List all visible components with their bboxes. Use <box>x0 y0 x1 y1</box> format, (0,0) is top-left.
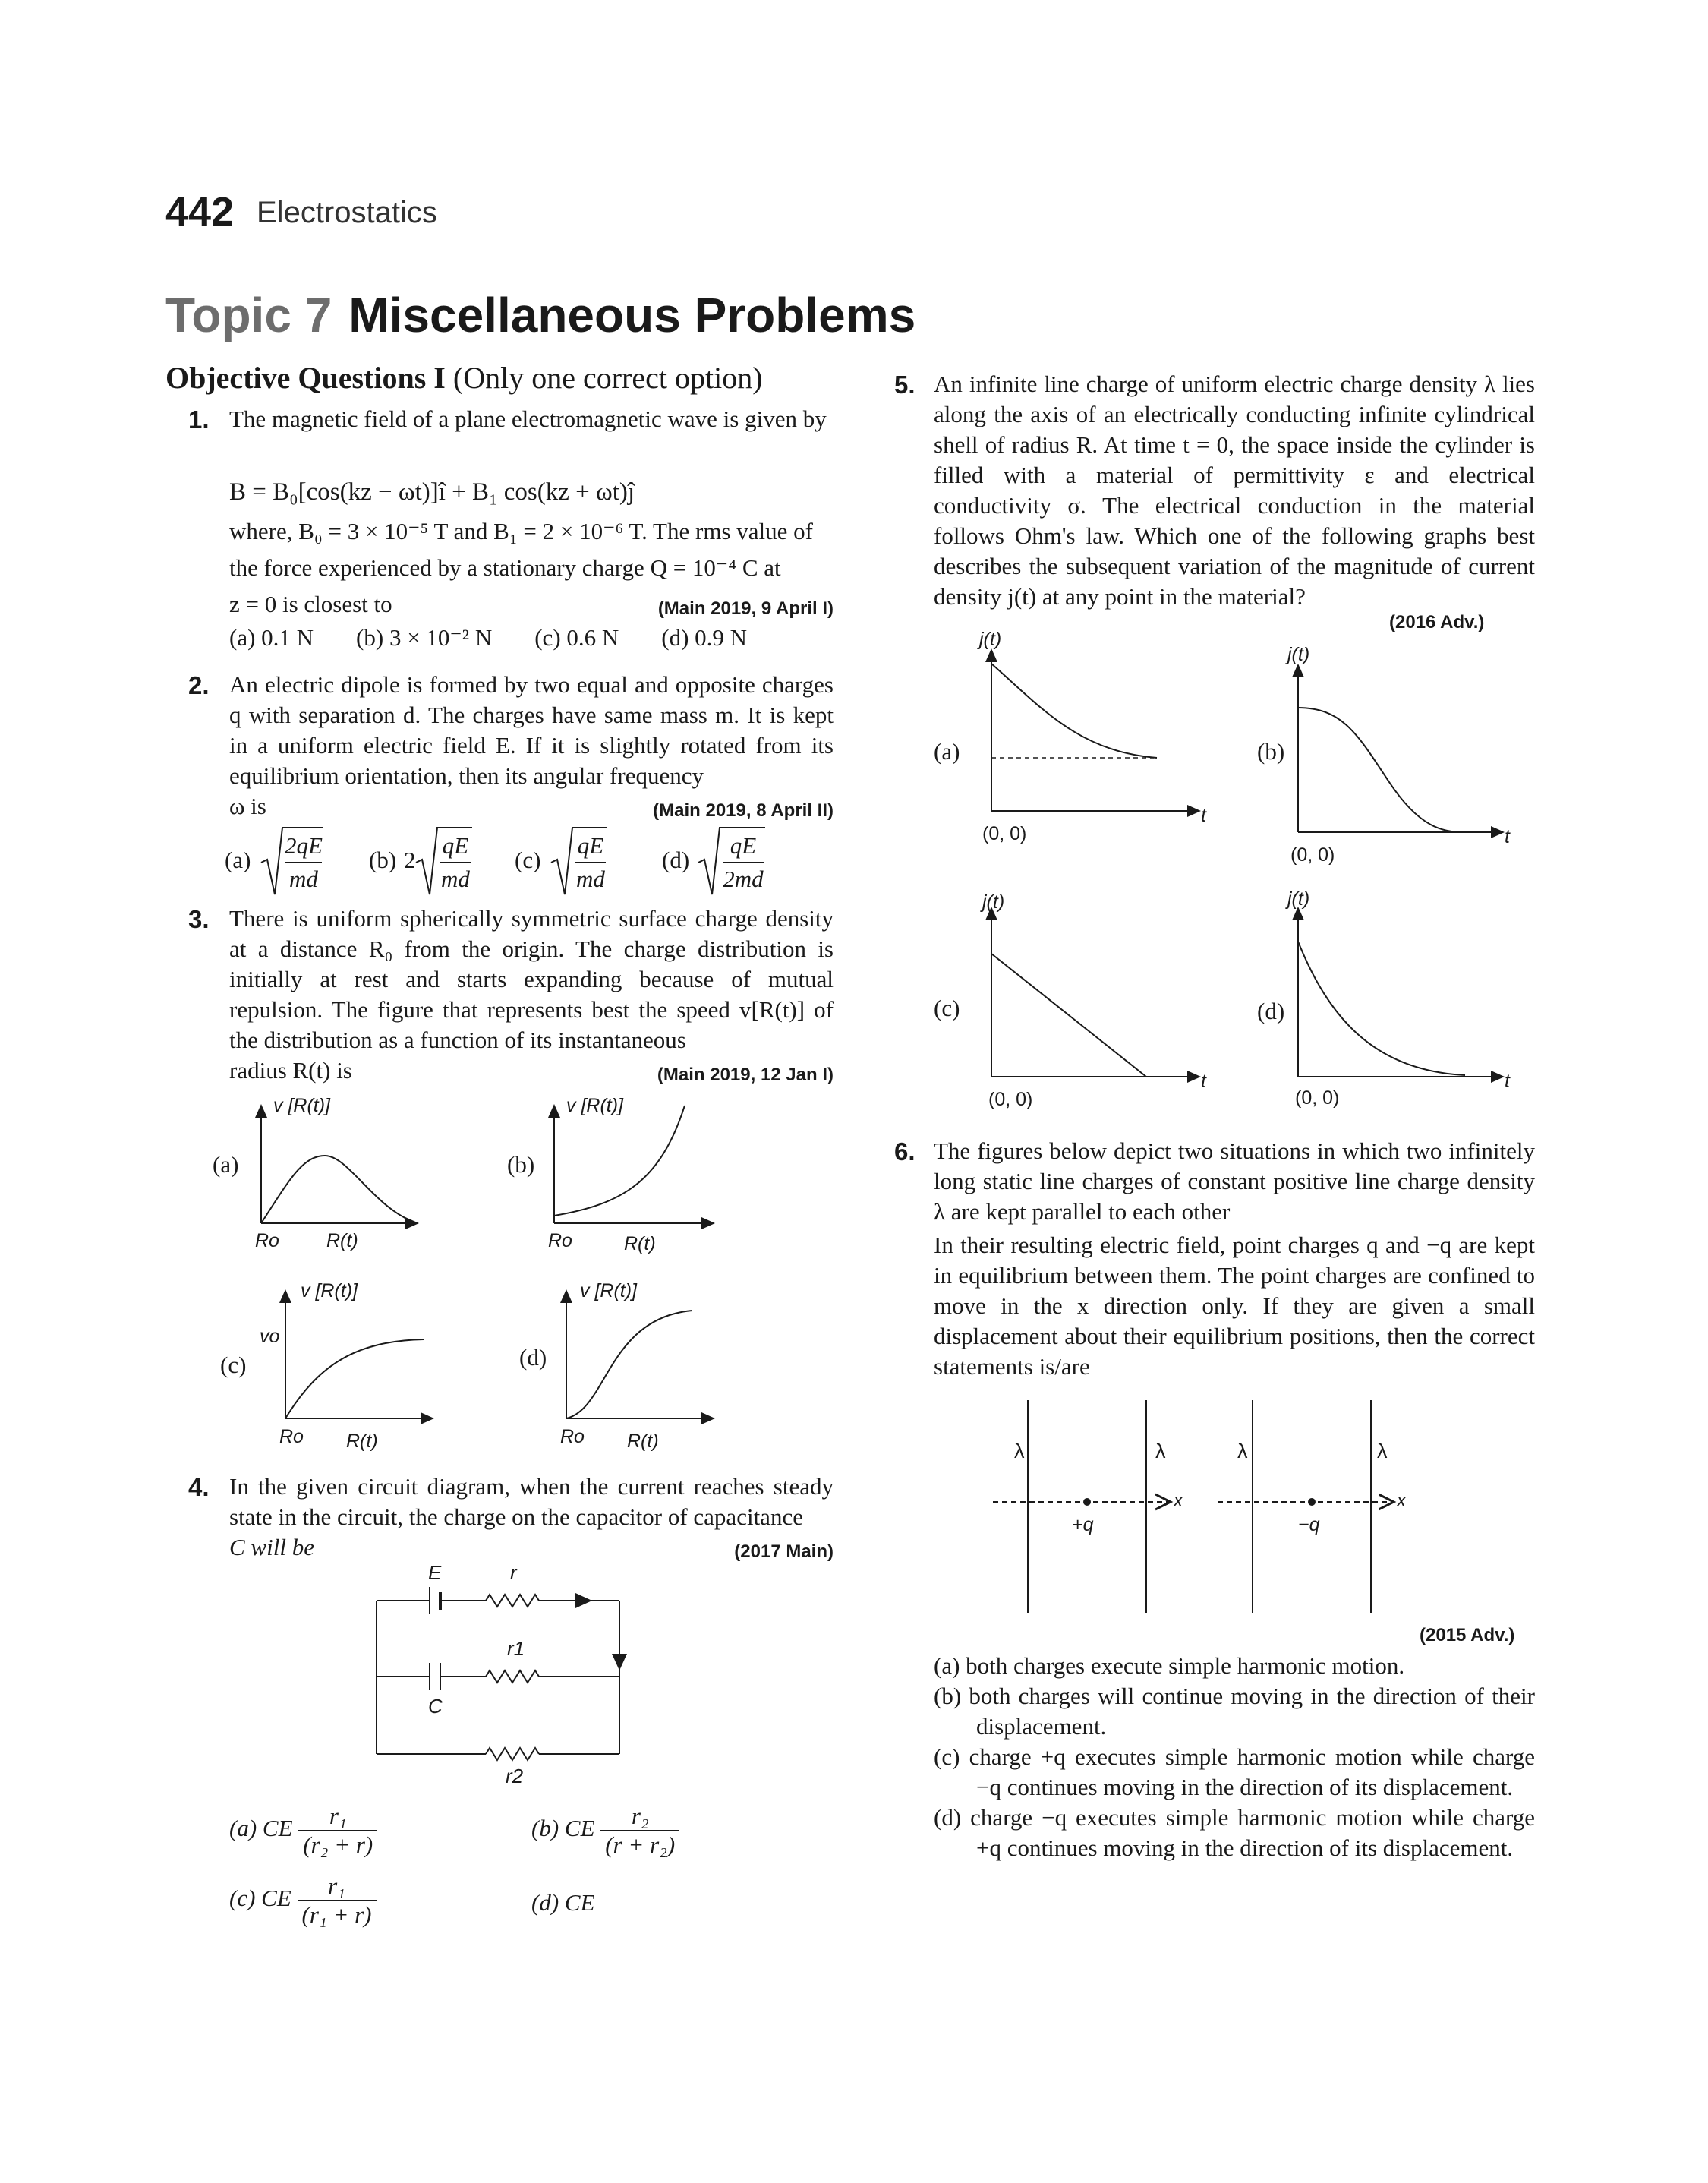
q3-curve-b <box>554 1106 685 1216</box>
q4-option-b <box>531 1803 679 1859</box>
page-number: 442 <box>165 189 235 235</box>
q6-option-b: (b) both charges will continue moving in the direction of their displacement. <box>934 1683 1535 1740</box>
plus-q-charge <box>1083 1498 1091 1506</box>
q5-ylabel-d: j(t) <box>1287 888 1310 910</box>
q3-last-row <box>229 1055 834 1090</box>
q3-origin-a: Ro <box>255 1230 279 1251</box>
q3-ylabel-c: v [R(t)] <box>301 1280 358 1301</box>
q3-number: 3. <box>188 905 210 933</box>
q3-ylabel-a: v [R(t)] <box>273 1095 330 1116</box>
q3-label-d: (d) <box>519 1344 547 1371</box>
q4-option-a <box>229 1803 377 1859</box>
q4-option-c <box>229 1872 377 1929</box>
q3-curve-a <box>261 1156 411 1223</box>
q4-last: C will be <box>229 1534 314 1560</box>
q5-origin-b: (0, 0) <box>1290 844 1335 866</box>
q3-label-c: (c) <box>220 1352 247 1378</box>
q3-xlabel-c: R(t) <box>346 1431 378 1452</box>
q3-ylabel-d: v [R(t)] <box>580 1280 637 1301</box>
q3-origin-c: Ro <box>279 1426 304 1447</box>
q2-source: (Main 2019, 8 April II) <box>653 800 834 821</box>
q5-xlabel-d: t <box>1505 1071 1510 1092</box>
lambda-label-2: λ <box>1155 1440 1166 1462</box>
q6-source: (2015 Adv.) <box>1420 1625 1515 1645</box>
q1-text: The magnetic field of a plane electromagnetic wave is given by <box>229 405 827 432</box>
q6-option-a: (a) both charges execute simple harmonic motion. <box>934 1652 1405 1679</box>
q5-xlabel-c: t <box>1201 1071 1206 1092</box>
q3-ylabel-b: v [R(t)] <box>566 1095 623 1116</box>
q2-option-b-den: md <box>441 866 470 892</box>
q4-number: 4. <box>188 1473 210 1501</box>
q4-option-c-label: (c) CE <box>229 1885 291 1912</box>
topic-title: Miscellaneous Problems <box>348 288 916 342</box>
q2-option-a-label: (a) <box>225 847 251 873</box>
q2-option-b-coef: 2 <box>404 847 416 873</box>
lambda-label-1: λ <box>1014 1440 1025 1462</box>
q1-line4: z = 0 is closest to <box>229 591 392 617</box>
resistor-r1 <box>486 1670 539 1683</box>
q5-ylabel-a: j(t) <box>979 629 1002 650</box>
q4-option-a-frac <box>298 1803 377 1859</box>
q5-number: 5. <box>894 371 915 399</box>
q1-line2: where, B₀ = 3 × 10⁻⁵ T and B₁ = 2 × 10⁻⁶ T. The rms value of <box>229 518 813 544</box>
q2-option-c-den: md <box>576 866 605 892</box>
q6-option-d: (d) charge −q executes simple harmonic motion while charge +q continues moving in the direction of its displacement. <box>934 1804 1535 1861</box>
q5-origin-c: (0, 0) <box>988 1089 1033 1109</box>
q5-graphs <box>919 623 1533 1109</box>
q3-curve-c <box>285 1339 424 1418</box>
q2-number: 2. <box>188 671 210 699</box>
circuit-r-label: r <box>510 1561 517 1584</box>
q1-line4-row <box>229 589 834 624</box>
section-heading <box>165 360 763 396</box>
q4-option-b-num: r₂ <box>600 1803 679 1831</box>
q3-v0-label: vo <box>260 1326 280 1347</box>
q2-option-c-label: (c) <box>515 847 541 873</box>
circuit-cap-label: C <box>428 1695 443 1718</box>
q1-option-d: (d) 0.9 N <box>661 624 748 651</box>
x-axis-label-2: x <box>1397 1491 1406 1511</box>
q5-curve-d <box>1298 942 1465 1075</box>
topic-label: Topic 7 <box>165 288 332 342</box>
q5-curve-b <box>1298 708 1465 832</box>
circuit-r2-label: r2 <box>506 1765 524 1784</box>
q4-option-b-frac <box>600 1803 679 1859</box>
q4-option-b-label: (b) CE <box>531 1815 595 1842</box>
q2-options <box>225 825 817 901</box>
q6-number: 6. <box>894 1137 915 1166</box>
q5-text: An infinite line charge of uniform electric charge density λ lies along the axis of an electrically conducting infinite cylindrical shell of radius R. At time t = 0, the space inside the cylinder is filled with a material of permittivity ε and electrical conductivity σ. The electrical conduction in the material follows Ohm's law. Which one of the following graphs best describes the subsequent variation of the magnitude of current density j(t) at any point in the material? <box>934 371 1535 610</box>
q5-source: (2016 Adv.) <box>1389 612 1485 633</box>
q2-last: ω is <box>229 793 266 819</box>
q1-line3: the force experienced by a stationary charge Q = 10⁻⁴ C at <box>229 554 781 581</box>
q5-label-d: (d) <box>1257 998 1285 1024</box>
q6-text2: In their resulting electric field, point charges q and −q are kept in equilibrium between them. The point charges are confined to move in the x direction only. If they are given a small displacement about their equilibrium positions, then the correct statements is/are <box>934 1232 1535 1380</box>
q3-label-a: (a) <box>213 1151 239 1178</box>
resistor-r2 <box>486 1748 539 1760</box>
lambda-label-3: λ <box>1237 1440 1248 1462</box>
minus-q-label: −q <box>1298 1514 1320 1535</box>
q3-label-b: (b) <box>507 1151 535 1178</box>
q4-text: In the given circuit diagram, when the current reaches steady state in the circuit, the charge on the capacitor of capacitance <box>229 1473 834 1530</box>
q2-option-b-num: qE <box>442 832 469 859</box>
q6-figure <box>987 1397 1412 1617</box>
q4-source: (2017 Main) <box>734 1541 834 1562</box>
q5-ylabel-b: j(t) <box>1287 644 1310 665</box>
q1-equation: B = B₀[cos(kz − ωt)]î + B₁ cos(kz + ωt)ĵ <box>229 478 635 506</box>
q1-source: (Main 2019, 9 April I) <box>657 598 834 619</box>
q5-xlabel-b: t <box>1505 826 1510 847</box>
q3-origin-d: Ro <box>560 1426 585 1447</box>
q1-option-c: (c) 0.6 N <box>534 624 619 651</box>
q1-option-b: (b) 3 × 10⁻² N <box>356 624 493 651</box>
q2-text: An electric dipole is formed by two equal and opposite charges q with separation d. The charges have same mass m. It is kept in a uniform electric field E. If it is slightly rotated from its equilibrium orientation, then its angular frequency <box>229 671 834 789</box>
q3-xlabel-a: R(t) <box>326 1230 358 1251</box>
x-axis-label-1: x <box>1174 1491 1183 1511</box>
q2-option-b-label: (b) <box>369 847 397 873</box>
q1-options <box>229 624 789 651</box>
q5-origin-d: (0, 0) <box>1295 1087 1340 1109</box>
q5-ylabel-c: j(t) <box>982 891 1005 913</box>
topic-heading <box>165 287 915 343</box>
q4-option-c-den: (r₁ + r) <box>301 1901 372 1928</box>
q4-option-a-den: (r₂ + r) <box>303 1831 373 1858</box>
plus-q-label: +q <box>1072 1514 1094 1535</box>
q3-last: radius R(t) is <box>229 1057 352 1084</box>
q4-option-c-num: r₁ <box>298 1872 377 1901</box>
q5-xlabel-a: t <box>1201 805 1206 826</box>
q3-xlabel-d: R(t) <box>627 1431 659 1452</box>
page-subject: Electrostatics <box>257 196 437 229</box>
q5-label-b: (b) <box>1257 738 1285 765</box>
q4-option-a-num: r₁ <box>298 1803 377 1831</box>
resistor-r <box>486 1595 539 1607</box>
minus-q-charge <box>1308 1498 1316 1506</box>
q2-option-d-den: 2md <box>723 866 764 892</box>
section-title: Objective Questions I <box>165 361 446 395</box>
q4-option-b-den: (r + r₂) <box>605 1831 676 1858</box>
q3-curve-d <box>566 1311 692 1418</box>
q6-option-c: (c) charge +q executes simple harmonic motion while charge −q continues moving in the direction of its displacement. <box>934 1743 1535 1800</box>
lambda-label-4: λ <box>1377 1440 1388 1462</box>
q6-text: The figures below depict two situations in which two infinitely long static line charges of constant positive line charge density λ are kept parallel to each other <box>934 1137 1535 1225</box>
section-note: (Only one correct option) <box>452 361 763 395</box>
q4-option-a-label: (a) CE <box>229 1815 293 1842</box>
q2-option-c-num: qE <box>577 832 604 859</box>
q3-xlabel-b: R(t) <box>624 1233 656 1254</box>
q5-curve-c <box>991 954 1146 1077</box>
q3-source: (Main 2019, 12 Jan I) <box>657 1065 834 1085</box>
q4-option-c-frac <box>298 1872 377 1929</box>
q3-graphs <box>213 1090 744 1470</box>
q5-curve-a <box>991 664 1157 758</box>
q4-option-d: (d) CE <box>531 1889 595 1916</box>
q6-options <box>934 1651 1535 1863</box>
q2-option-a-num: 2qE <box>285 832 323 859</box>
q5-label-a: (a) <box>934 738 960 765</box>
q5-label-c: (c) <box>934 995 960 1021</box>
circuit-r1-label: r1 <box>507 1637 525 1660</box>
q5-origin-a: (0, 0) <box>982 823 1027 844</box>
q1-number: 1. <box>188 405 210 434</box>
q4-circuit <box>364 1557 638 1784</box>
q2-option-d-num: qE <box>730 832 757 859</box>
q2-option-a-den: md <box>289 866 318 892</box>
q2-last-row <box>229 791 834 826</box>
q1-option-a: (a) 0.1 N <box>229 624 314 651</box>
q2-option-d-label: (d) <box>662 847 690 873</box>
circuit-emf-label: E <box>428 1561 442 1584</box>
q3-text: There is uniform spherically symmetric surface charge density at a distance R₀ from the origin. The charge distribution is initially at rest and starts expanding because of mutual repulsion. The figure that represents best the speed v[R(t)] of the distribution as a function of its instantaneous <box>229 905 834 1053</box>
q3-origin-b: Ro <box>548 1230 572 1251</box>
